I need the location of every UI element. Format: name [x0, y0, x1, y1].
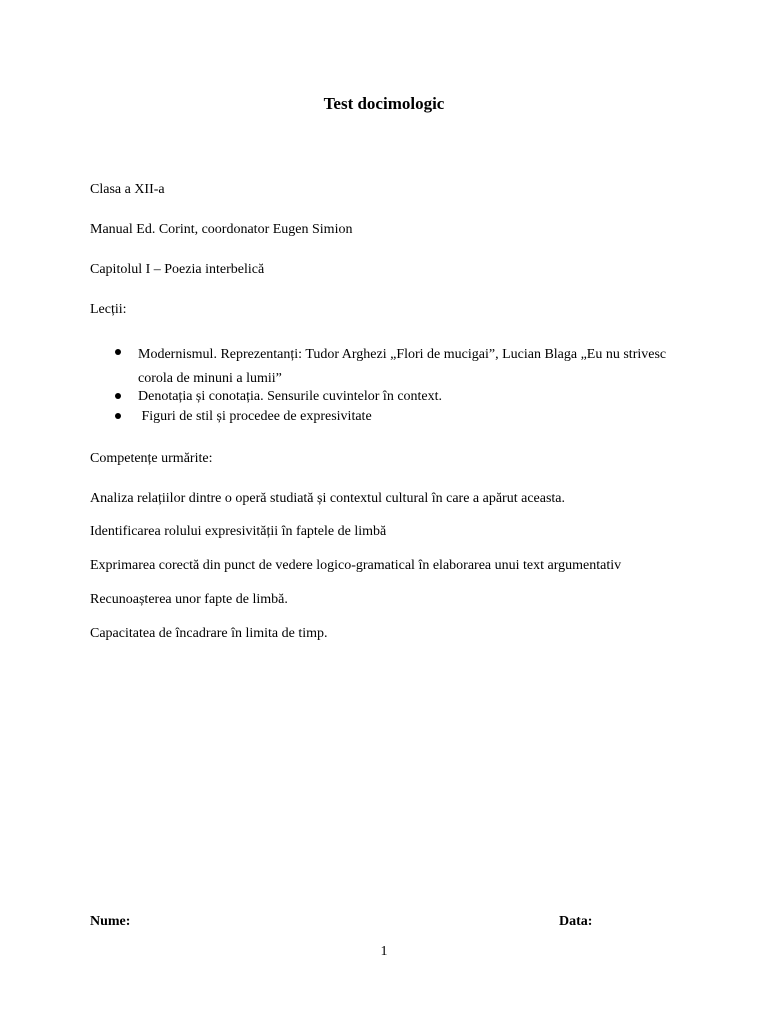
bullet-icon	[115, 413, 121, 419]
class-line: Clasa a XII-a	[90, 182, 165, 197]
competence-item: Identificarea rolului expresivității în faptele de limbă	[90, 524, 387, 539]
bullet-icon	[115, 349, 121, 355]
date-label: Data:	[559, 914, 593, 929]
lessons-label: Lecții:	[90, 302, 127, 317]
page-number: 1	[380, 944, 388, 959]
competence-item: Recunoașterea unor fapte de limbă.	[90, 592, 288, 607]
lessons-list	[90, 343, 690, 426]
list-item	[90, 343, 690, 391]
lesson-text: Denotația și conotația. Sensurile cuvintelor în context.	[138, 389, 443, 404]
competences-label: Competențe urmărite:	[90, 451, 213, 466]
chapter-line: Capitolul I – Poezia interbelică	[90, 262, 265, 277]
competence-item: Analiza relațiilor dintre o operă studiată și contextul cultural în care a apărut aceasta.	[90, 491, 566, 506]
lesson-text: Figuri de stil și procedee de expresivitate	[138, 409, 372, 424]
manual-line: Manual Ed. Corint, coordonator Eugen Simion	[90, 222, 353, 237]
competence-item: Exprimarea corectă din punct de vedere logico-gramatical în elaborarea unui text argumentativ	[90, 558, 622, 573]
document-title: Test docimologic	[323, 94, 445, 113]
lesson-text: Modernismul. Reprezentanți: Tudor Arghezi „Flori de mucigai”, Lucian Blaga „Eu nu strivesc corola de minuni a lumii”	[138, 347, 667, 386]
list-item	[90, 407, 690, 426]
name-label: Nume:	[90, 914, 131, 929]
competence-item: Capacitatea de încadrare în limita de timp.	[90, 626, 328, 641]
bullet-icon	[115, 393, 121, 399]
list-item	[90, 387, 690, 406]
